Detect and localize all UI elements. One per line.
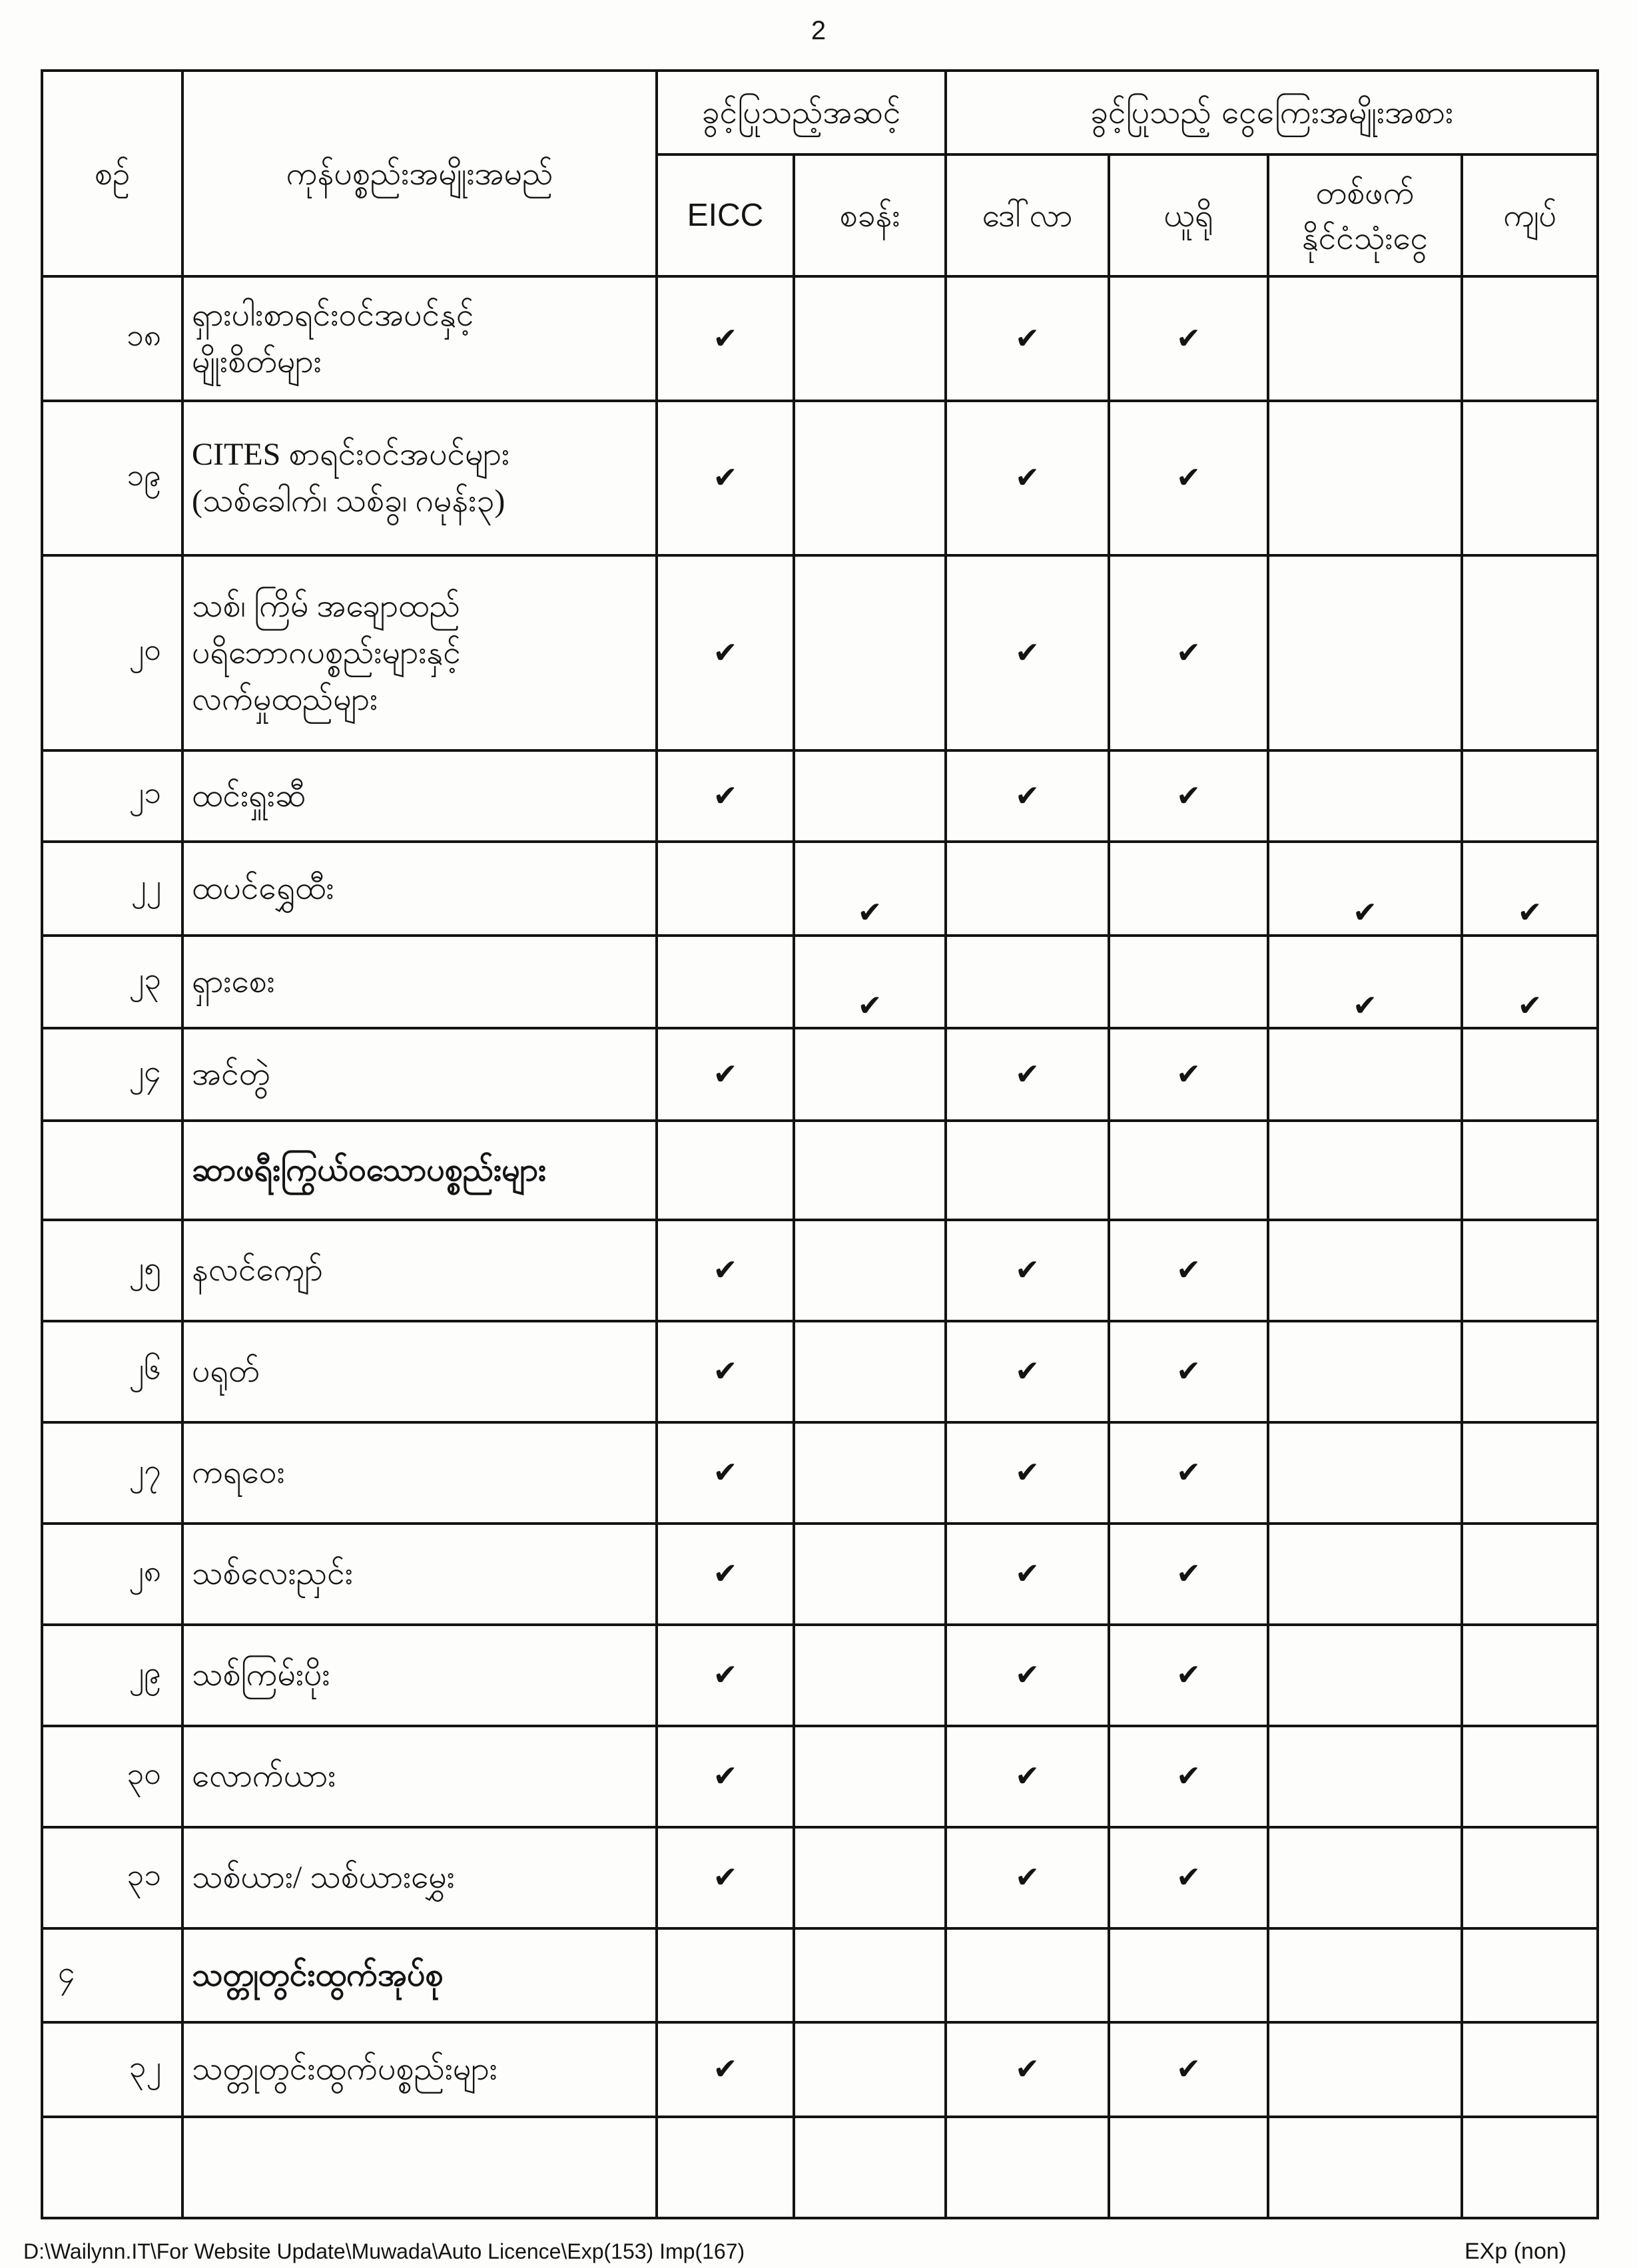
item-name-cell [184, 278, 658, 402]
section-title-cell [184, 1122, 658, 1221]
euro-cell [1110, 402, 1269, 557]
check-mark-icon: ✔ [1353, 988, 1377, 1023]
eicc-cell [658, 1322, 795, 1424]
item-name-line: (သစ်ခေါက်၊ သစ်ခွ၊ ဂမုန်း၃) [192, 483, 505, 519]
check-mark-icon: ✔ [857, 988, 882, 1023]
check-mark-icon: ✔ [713, 461, 738, 495]
serial-number-cell [43, 2118, 184, 2219]
item-name-line: သစ်ကြမ်းပိုး [192, 1657, 330, 1693]
check-mark-icon: ✔ [1176, 461, 1201, 495]
check-mark-icon: ✔ [1517, 895, 1542, 930]
serial-number: ၃၁ [127, 1856, 161, 1892]
foreign-currency-cell [1269, 1525, 1463, 1626]
item-name-cell [184, 1525, 658, 1626]
item-name-line: လက်မှုထည်များ [192, 681, 378, 717]
serial-number: ၂၂ [131, 867, 161, 903]
item-name-line: ရှားပါးစာရင်းဝင်အပင်နှင့် [192, 297, 474, 333]
kyat-cell [1463, 1525, 1599, 1626]
foreign-currency-cell [1269, 1829, 1463, 1930]
check-mark-icon: ✔ [713, 1354, 738, 1388]
item-name-cell [184, 937, 658, 1029]
foreign-currency-cell [1269, 1322, 1463, 1424]
dollar-cell [947, 1029, 1110, 1122]
eicc-cell [658, 1525, 795, 1626]
item-name-line: သစ်လေးညှင်း [192, 1556, 353, 1591]
eicc-cell [658, 843, 795, 937]
page-number: 2 [811, 16, 826, 45]
euro-cell [1110, 2024, 1269, 2118]
eicc-cell [658, 1424, 795, 1525]
header-item-name-cell [184, 72, 658, 278]
check-mark-icon: ✔ [713, 778, 738, 813]
foreign-currency-cell [1269, 402, 1463, 557]
item-name-cell [184, 1626, 658, 1727]
checkpoint-cell [795, 1322, 947, 1424]
foreign-currency-cell [1269, 1221, 1463, 1322]
check-mark-icon: ✔ [1353, 895, 1377, 930]
dollar-cell [947, 1122, 1110, 1221]
checkpoint-cell [795, 843, 947, 937]
kyat-cell [1463, 1727, 1599, 1829]
check-mark-icon: ✔ [713, 1860, 738, 1894]
kyat-cell [1463, 1930, 1599, 2024]
check-mark-icon: ✔ [1015, 1658, 1040, 1692]
foreign-currency-cell [1269, 278, 1463, 402]
foreign-currency-cell [1269, 1930, 1463, 2024]
check-mark-icon: ✔ [1176, 778, 1201, 813]
header-kyat-cell [1463, 156, 1599, 278]
eicc-cell [658, 1029, 795, 1122]
header-permit-level-group [658, 72, 947, 156]
section-title: သတ္တုတွင်းထွက်အုပ်စု [192, 1957, 444, 1993]
foreign-currency-cell [1269, 843, 1463, 937]
check-mark-icon: ✔ [1176, 1759, 1201, 1793]
check-mark-icon: ✔ [1176, 2052, 1201, 2086]
serial-number: ၂၅ [129, 1249, 161, 1285]
header-foreign-currency-cell [1269, 156, 1463, 278]
checkpoint-cell [795, 1727, 947, 1829]
checkpoint-cell [795, 1626, 947, 1727]
eicc-cell [658, 2118, 795, 2219]
footer-code: EXp (non) [1465, 2239, 1567, 2264]
dollar-cell [947, 1930, 1110, 2024]
serial-number: ၃၂ [129, 2048, 161, 2084]
kyat-cell [1463, 557, 1599, 752]
foreign-currency-cell [1269, 1626, 1463, 1727]
item-name-line: သစ်ယား/ သစ်ယားမွှေး [192, 1860, 455, 1895]
eicc-cell [658, 937, 795, 1029]
euro-cell [1110, 1122, 1269, 1221]
item-name-cell [184, 1029, 658, 1122]
check-mark-icon: ✔ [1176, 1557, 1201, 1591]
checkpoint-cell [795, 1829, 947, 1930]
check-mark-icon: ✔ [1015, 321, 1040, 356]
check-mark-icon: ✔ [1015, 1759, 1040, 1793]
serial-number: ၁၈ [126, 317, 161, 353]
eicc-cell [658, 278, 795, 402]
kyat-cell [1463, 1626, 1599, 1727]
header-kyat-label: ကျပ် [1502, 196, 1557, 234]
serial-number: ၁၉ [127, 456, 161, 493]
eicc-cell [658, 557, 795, 752]
serial-number: ၂၀ [129, 631, 161, 667]
eicc-cell [658, 1626, 795, 1727]
dollar-cell [947, 1322, 1110, 1424]
check-mark-icon: ✔ [713, 1456, 738, 1490]
checkpoint-cell [795, 557, 947, 752]
header-eicc-cell [658, 156, 795, 278]
check-mark-icon: ✔ [1015, 1253, 1040, 1287]
dollar-cell [947, 2024, 1110, 2118]
check-mark-icon: ✔ [1015, 1456, 1040, 1490]
item-name-cell [184, 402, 658, 557]
item-name-line: နလင်ကျော် [192, 1253, 323, 1288]
section-title-cell [184, 1930, 658, 2024]
eicc-cell [658, 1930, 795, 2024]
footer-file-path: D:\Wailynn.IT\For Website Update\Muwada\Auto Licence\Exp(153) Imp(167) [23, 2239, 745, 2263]
foreign-currency-cell [1269, 1424, 1463, 1525]
check-mark-icon: ✔ [1176, 1057, 1201, 1091]
eicc-cell [658, 1727, 795, 1829]
serial-number: ၄ [58, 1954, 75, 1990]
serial-number-cell [43, 843, 184, 937]
check-mark-icon: ✔ [1015, 461, 1040, 495]
check-mark-icon: ✔ [1015, 1354, 1040, 1388]
check-mark-icon: ✔ [1176, 1860, 1201, 1894]
serial-number-cell [43, 1424, 184, 1525]
dollar-cell [947, 557, 1110, 752]
check-mark-icon: ✔ [1517, 988, 1542, 1023]
serial-number-cell [43, 1322, 184, 1424]
item-name-line: CITES စာရင်းဝင်အပင်များ [192, 437, 510, 472]
item-name-line: ပရုတ် [192, 1354, 260, 1389]
check-mark-icon: ✔ [1015, 1557, 1040, 1591]
serial-number-cell [43, 937, 184, 1029]
serial-number: ၂၄ [129, 1053, 161, 1089]
foreign-currency-cell [1269, 2024, 1463, 2118]
check-mark-icon: ✔ [1176, 1354, 1201, 1388]
check-mark-icon: ✔ [1015, 2052, 1040, 2086]
item-name-line: အင်တွဲ [192, 1056, 270, 1092]
dollar-cell [947, 1221, 1110, 1322]
foreign-currency-cell [1269, 937, 1463, 1029]
euro-cell [1110, 278, 1269, 402]
foreign-currency-cell [1269, 1727, 1463, 1829]
header-item-name-label: ကုန်ပစ္စည်းအမျိုးအမည် [286, 154, 553, 192]
header-currency-group [947, 72, 1599, 156]
kyat-cell [1463, 1424, 1599, 1525]
serial-number-cell [43, 557, 184, 752]
item-name-cell [184, 752, 658, 843]
euro-cell [1110, 557, 1269, 752]
euro-cell [1110, 1525, 1269, 1626]
dollar-cell [947, 278, 1110, 402]
eicc-cell [658, 2024, 795, 2118]
check-mark-icon: ✔ [1176, 635, 1201, 670]
kyat-cell [1463, 2118, 1599, 2219]
serial-number: ၂၃ [129, 960, 161, 996]
check-mark-icon: ✔ [1176, 1253, 1201, 1287]
serial-number-cell [43, 1626, 184, 1727]
serial-number: ၃၀ [127, 1755, 161, 1791]
header-serial-cell [43, 72, 184, 278]
serial-number-cell [43, 1525, 184, 1626]
dollar-cell [947, 843, 1110, 937]
serial-number: ၂၆ [129, 1350, 161, 1386]
serial-number-cell [43, 1029, 184, 1122]
checkpoint-cell [795, 752, 947, 843]
item-name-line: သတ္တုတွင်းထွက်ပစ္စည်းများ [192, 2052, 497, 2087]
dollar-cell [947, 1626, 1110, 1727]
euro-cell [1110, 1930, 1269, 2024]
check-mark-icon: ✔ [1015, 1860, 1040, 1894]
eicc-cell [658, 1221, 795, 1322]
header-dollar-label: ဒေါ်လာ [982, 196, 1073, 234]
item-name-cell [184, 2024, 658, 2118]
checkpoint-cell [795, 402, 947, 557]
eicc-cell [658, 402, 795, 557]
header-foreign-currency-label-line: နိုင်ငံသုံးငွေ [1301, 219, 1429, 257]
serial-number-cell [43, 1221, 184, 1322]
checkpoint-cell [795, 1029, 947, 1122]
euro-cell [1110, 1829, 1269, 1930]
header-eicc-label: EICC [687, 197, 764, 233]
check-mark-icon: ✔ [713, 1253, 738, 1287]
item-name-line: ထင်းရှူးဆီ [192, 778, 306, 814]
eicc-cell [658, 1122, 795, 1221]
checkpoint-cell [795, 1122, 947, 1221]
header-permit-level-label: ခွင့်ပြုသည့်အဆင့် [701, 94, 901, 131]
kyat-cell [1463, 843, 1599, 937]
serial-number-cell [43, 1122, 184, 1221]
check-mark-icon: ✔ [713, 1759, 738, 1793]
eicc-cell [658, 1829, 795, 1930]
kyat-cell [1463, 402, 1599, 557]
kyat-cell [1463, 2024, 1599, 2118]
checkpoint-cell [795, 278, 947, 402]
check-mark-icon: ✔ [713, 635, 738, 670]
check-mark-icon: ✔ [713, 1057, 738, 1091]
item-name-line: ရှားစေး [192, 964, 275, 999]
header-serial-label: စဥ် [94, 154, 131, 192]
dollar-cell [947, 1829, 1110, 1930]
header-foreign-currency-label-line: တစ်ဖက် [1315, 174, 1415, 212]
serial-number-cell [43, 1930, 184, 2024]
item-name-cell [184, 843, 658, 937]
check-mark-icon: ✔ [1015, 1057, 1040, 1091]
header-euro-label: ယူရို [1163, 196, 1213, 234]
header-checkpoint-label: စခန်း [839, 196, 900, 234]
item-name-cell [184, 557, 658, 752]
checkpoint-cell [795, 1424, 947, 1525]
item-name-cell [184, 1829, 658, 1930]
item-name-cell [184, 1727, 658, 1829]
euro-cell [1110, 1221, 1269, 1322]
serial-number-cell [43, 278, 184, 402]
item-name-cell [184, 1322, 658, 1424]
checkpoint-cell [795, 2118, 947, 2219]
euro-cell [1110, 1727, 1269, 1829]
foreign-currency-cell [1269, 1029, 1463, 1122]
serial-number: ၂၉ [129, 1653, 161, 1690]
serial-number-cell [43, 1829, 184, 1930]
dollar-cell [947, 752, 1110, 843]
item-name-cell [184, 1424, 658, 1525]
checkpoint-cell [795, 1525, 947, 1626]
euro-cell [1110, 1424, 1269, 1525]
dollar-cell [947, 1424, 1110, 1525]
check-mark-icon: ✔ [1015, 778, 1040, 813]
dollar-cell [947, 937, 1110, 1029]
check-mark-icon: ✔ [1176, 1658, 1201, 1692]
kyat-cell [1463, 278, 1599, 402]
header-dollar-cell [947, 156, 1110, 278]
section-title: ဆာဖရီးကြွယ်ဝသောပစ္စည်းများ [192, 1152, 547, 1188]
foreign-currency-cell [1269, 557, 1463, 752]
dollar-cell [947, 2118, 1110, 2219]
header-checkpoint-cell [795, 156, 947, 278]
foreign-currency-cell [1269, 1122, 1463, 1221]
item-name-line: လောက်ယား [192, 1759, 336, 1794]
kyat-cell [1463, 752, 1599, 843]
foreign-currency-cell [1269, 752, 1463, 843]
checkpoint-cell [795, 937, 947, 1029]
checkpoint-cell [795, 1221, 947, 1322]
item-name-cell [184, 1221, 658, 1322]
foreign-currency-cell [1269, 2118, 1463, 2219]
dollar-cell [947, 1727, 1110, 1829]
kyat-cell [1463, 937, 1599, 1029]
serial-number: ၂၈ [129, 1552, 161, 1589]
kyat-cell [1463, 1122, 1599, 1221]
check-mark-icon: ✔ [713, 2052, 738, 2086]
item-name-line: ပရိဘောဂပစ္စည်းများနှင့် [192, 635, 461, 671]
euro-cell [1110, 843, 1269, 937]
eicc-cell [658, 752, 795, 843]
item-name-line: မျိုးစိတ်များ [192, 344, 322, 380]
check-mark-icon: ✔ [713, 1658, 738, 1692]
checkpoint-cell [795, 2024, 947, 2118]
serial-number-cell [43, 2024, 184, 2118]
check-mark-icon: ✔ [1176, 1456, 1201, 1490]
euro-cell [1110, 752, 1269, 843]
export-licence-table [41, 69, 1599, 2219]
serial-number: ၂၁ [129, 774, 161, 810]
kyat-cell [1463, 1029, 1599, 1122]
euro-cell [1110, 1626, 1269, 1727]
euro-cell [1110, 1029, 1269, 1122]
serial-number: ၂၇ [129, 1451, 161, 1488]
dollar-cell [947, 402, 1110, 557]
header-euro-cell [1110, 156, 1269, 278]
kyat-cell [1463, 1322, 1599, 1424]
checkpoint-cell [795, 1930, 947, 2024]
item-name-line: ထပင်ရွှေထီး [192, 870, 334, 906]
check-mark-icon: ✔ [1015, 635, 1040, 670]
euro-cell [1110, 937, 1269, 1029]
euro-cell [1110, 2118, 1269, 2219]
kyat-cell [1463, 1221, 1599, 1322]
serial-number-cell [43, 752, 184, 843]
header-currency-label: ခွင့်ပြုသည့် ငွေကြေးအမျိုးအစား [1090, 94, 1454, 131]
serial-number-cell [43, 1727, 184, 1829]
check-mark-icon: ✔ [857, 895, 882, 930]
item-name-line: သစ်၊ ကြိမ် အချောထည် [192, 588, 460, 624]
check-mark-icon: ✔ [713, 1557, 738, 1591]
dollar-cell [947, 1525, 1110, 1626]
euro-cell [1110, 1322, 1269, 1424]
serial-number-cell [43, 402, 184, 557]
check-mark-icon: ✔ [1176, 321, 1201, 356]
kyat-cell [1463, 1829, 1599, 1930]
item-name-line: ကရဝေး [192, 1455, 285, 1490]
check-mark-icon: ✔ [713, 321, 738, 356]
item-name-cell [184, 2118, 658, 2219]
